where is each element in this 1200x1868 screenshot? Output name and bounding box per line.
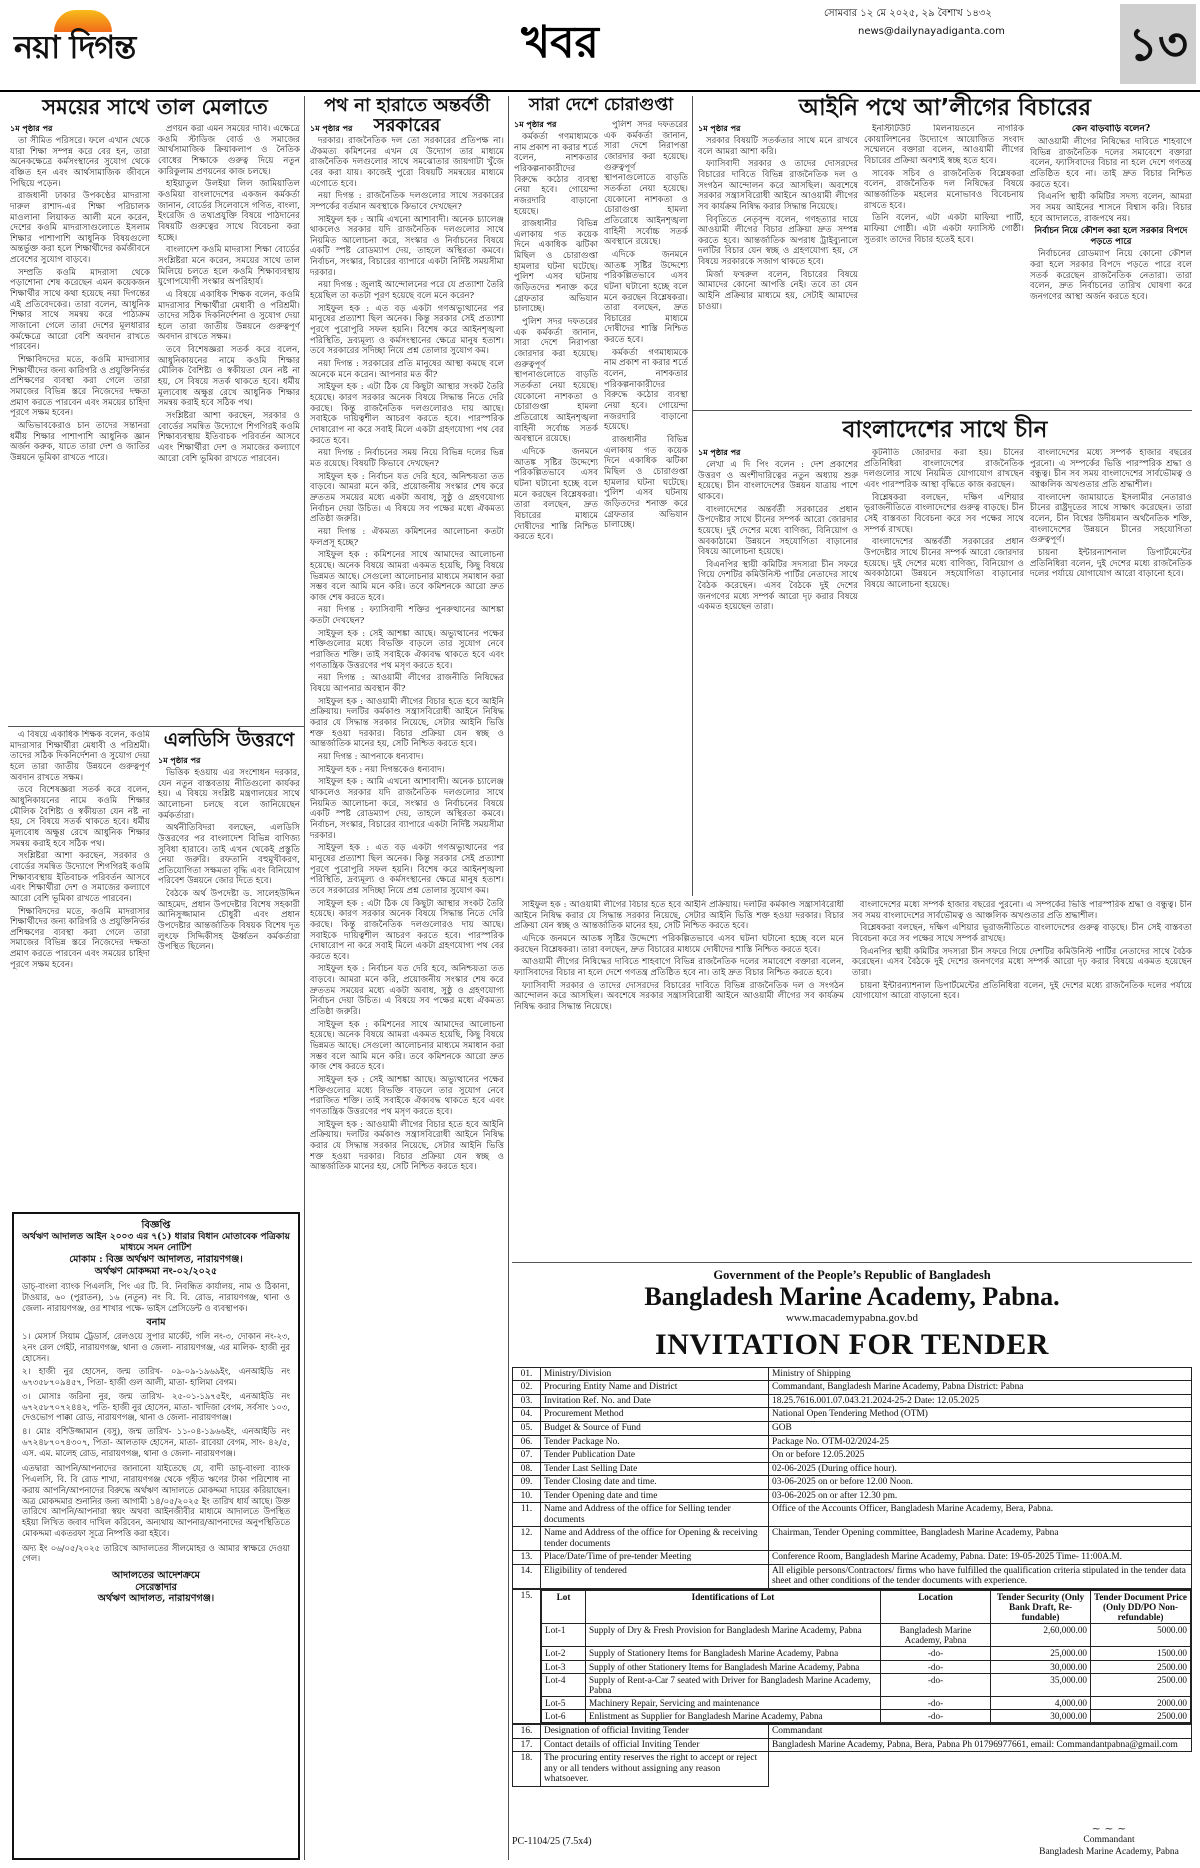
paragraph: নয়া দিগন্ত : রাজনৈতিক দলগুলোর সাথে সরকারের সম্পর্কের বর্তমান অবস্থাকে কিভাবে দেখছেন?	[310, 191, 504, 212]
column-divider	[692, 96, 693, 896]
tender-academy: Bangladesh Marine Academy, Pabna.	[644, 1282, 1060, 1312]
lot-id: Lot-2	[542, 1647, 586, 1660]
lot-security: 4,000.00	[991, 1696, 1091, 1709]
paragraph: সাইফুল হক : আওয়ামী লীগের বিচার হতে হবে আইনি প্রক্রিয়ায়। দলটির কর্মকাণ্ড সন্ত্রাসবিরোধী আইনে নিষিদ্ধ করার যে সিদ্ধান্ত সরকার নিয়েছে, সেটার আইনি ভিত্তি শক্ত হওয়া দরকার। বিচার প্রক্রিয়া যেন স্বচ্ছ ও আন্তর্জাতিক মানের হয়, সেটি নিশ্চিত করতে হবে।	[310, 1119, 504, 1173]
paragraph: এদিকে জনমনে আতঙ্ক সৃষ্টির উদ্দেশ্যে পরিকল্পিতভাবে এসব ঘটনা ঘটানো হচ্ছে বলে মনে করছেন বিশ্লেষকরা। তারা বলছেন, দ্রুত বিচারের মাধ্যমে দোষীদের শাস্তি নিশ্চিত করতে হবে।	[514, 933, 844, 955]
tender-row	[513, 1408, 1192, 1422]
paragraph: বিএনপির স্থায়ী কমিটির সদস্যরা চীন সফরে গিয়ে দেশটির কমিউনিস্ট পার্টির নেতাদের সাথে বৈঠক করেছেন। এসব বৈঠকে দুই দেশের জনগণের মধ্যে সম্পর্ক আরো দৃঢ় করার বিষয়ে একমত হয়েছেন তারা।	[698, 559, 858, 613]
tender-row	[513, 1551, 1192, 1565]
lot-row	[542, 1696, 1191, 1709]
row-key: Designation of official Inviting Tender	[541, 1725, 769, 1739]
paragraph: সাইফুল হক : কমিশনের সাথে আমাদের আলোচনা হয়েছে। অনেক বিষয়ে আমরা একমত হয়েছি, কিছু বিষয়ে ভিন্নমত আছে। সেগুলো আলোচনার মাধ্যমে সমাধান করা সম্ভব বলে আমি মনে করি। তবে কমিশনকে আরো দ্রুত কাজ শেষ করতে হবে।	[310, 1019, 504, 1073]
row-value: Commandant	[769, 1725, 1192, 1739]
article-body	[698, 448, 858, 894]
signature-scribble: ~ ~ ~	[1091, 1822, 1127, 1835]
row-key: Tender Last Selling Date	[541, 1462, 769, 1476]
row-key: Tender Publication Date	[541, 1449, 769, 1463]
lot-identification: Supply of Stationery Items for Bangladesh Marine Academy, Pabna	[586, 1647, 881, 1660]
article-body	[158, 756, 300, 1206]
notice-vs: বনাম	[146, 1316, 166, 1328]
lot-security: 30,000.00	[991, 1660, 1091, 1673]
paragraph: কর্মকর্তা গণমাধ্যমকে নাম প্রকাশ না করার শর্তে বলেন, নাশকতার পরিকল্পনাকারীদের বিরুদ্ধে কঠোর ব্যবস্থা নেয়া হবে। গোয়েন্দা নজরদারি বাড়ানো হয়েছে।	[604, 347, 688, 433]
signature-title: Commandant	[1083, 1835, 1135, 1846]
paragraph: সাইফুল হক : এত বড় একটা গণঅভ্যুত্থানের পর মানুষের প্রত্যাশা ছিল অনেক। কিন্তু সরকার সেই প্রত্যাশা পূরণে পুরোপুরি সফল হয়নি। বিশেষ করে আইনশৃঙ্খলা পরিস্থিতি, দ্রব্যমূল্য ও কর্মসংস্থানের ক্ষেত্রে মানুষ হতাশ। তবে সরকারের সদিচ্ছা নিয়ে প্রশ্ন তোলার সুযোগ কম।	[310, 843, 504, 896]
paragraph: সাইফুল হক : নির্বাচন যত দেরি হবে, অনিশ্চয়তা তত বাড়বে। আমরা মনে করি, প্রয়োজনীয় সংস্কার শেষ করে দ্রুততম সময়ের মধ্যে একটা অবাধ, সুষ্ঠু ও গ্রহণযোগ্য নির্বাচন দেয়া উচিত। এ বিষয়ে সব পক্ষের মধ্যে ঐকমত্য প্রতিষ্ঠা জরুরি।	[310, 964, 504, 1018]
paragraph: নয়া দিগন্ত : আওয়ামী লীগের রাজনীতি নিষিদ্ধের বিষয়ে আপনার অবস্থান কী?	[310, 673, 504, 695]
row-value: 03-06-2025 on or after 12.30 pm.	[769, 1489, 1192, 1503]
paragraph: আওয়ামী লীগের নিষিদ্ধের দাবিতে শাহবাগে বিভিন্ন রাজনৈতিক দলের সমাবেশে বক্তারা বলেন, ফ্যাসিবাদের বিচার না হলে দেশে গণতন্ত্র প্রতিষ্ঠিত হবে না। তাই দ্রুত বিচার নিশ্চিত করতে হবে।	[1030, 137, 1192, 190]
article-body	[852, 900, 1192, 1256]
row-number: 18.	[513, 1752, 541, 1787]
paragraph: পুলিশ সদর দফতরের এক কর্মকর্তা জানান, সারা দেশে নিরাপত্তা জোরদার করা হয়েছে। গুরুত্বপূর্ণ স্থাপনাগুলোতে বাড়তি সতর্কতা নেয়া হয়েছে। যেকোনো নাশকতা ও চোরাগুপ্তা হামলা প্রতিরোধে আইনশৃঙ্খলা বাহিনী সর্বোচ্চ সতর্ক অবস্থানে রয়েছে।	[514, 317, 598, 445]
subheading: কেন বাড়বাড়ি বলেন?	[1071, 124, 1151, 134]
article-body	[514, 900, 844, 1256]
row-value: GOB	[769, 1421, 1192, 1435]
row-number: 04.	[513, 1408, 541, 1422]
tender-government: Government of the People’s Republic of Bangladesh	[713, 1268, 991, 1282]
paragraph: কূটনীতি জোরদার করা হয়। চীনের প্রতিনিধিরা বাংলাদেশের রাজনৈতিক দলগুলোর সাথে নিয়মিত যোগাযোগ রাখছেন এবং পারস্পরিক আস্থা বৃদ্ধিতে কাজ করছেন।	[864, 448, 1024, 490]
paragraph: সংশ্লিষ্টরা আশা করছেন, সরকার ও বোর্ডের সমন্বিত উদ্যোগে শিগগিরই কওমি শিক্ষাব্যবস্থায় ইতিবাচক পরিবর্তন আসবে এবং শিক্ষার্থীরা দেশ ও সমাজের কল্যাণে আরো বেশি ভূমিকা রাখতে পারবেন।	[10, 851, 150, 904]
paragraph: চায়না ইন্টারন্যাশনাল ডিপার্টমেন্টের প্রতিনিধিরা বলেন, দুই দেশের মধ্যে রাজনৈতিক দলের পর্যায়ে যোগাযোগ আরো বাড়ানো হবে।	[1030, 547, 1192, 580]
notice-date: অদ্য ইং ০৬/০৫/২০২৫ তারিখে আদালতের সীলমোহর ও আমার স্বাক্ষরে দেওয়া গেল।	[22, 1542, 290, 1564]
paragraph: তা সীমিত পরিসরে। ফলে এখান থেকে যারা শিক্ষা সম্পন্ন করে বের হন, তারা অনেকক্ষেত্রে কর্মসংস্থানের সুযোগ থেকে বঞ্চিত হন এবং আর্থসামাজিক জীবনে পিছিয়ে পড়েন।	[10, 135, 150, 189]
tender-info-table-2	[512, 1724, 1192, 1787]
paragraph: বাংলাদেশ কওমি মাদরাসা শিক্ষা বোর্ডের সংশ্লিষ্টরা মনে করেন, সময়ের সাথে তাল মিলিয়ে চলতে হলে কওমি শিক্ষাব্যবস্থায় যুগোপযোগী সংস্কার অপরিহার্য।	[158, 245, 300, 288]
row-value: Conference Room, Bangladesh Marine Academy, Pabna. Date: 19-05-2025 Time- 11:00A.M.	[769, 1551, 1192, 1565]
lot-row	[542, 1624, 1191, 1647]
row-value: On or before 12.05.2025	[769, 1449, 1192, 1463]
tender-row	[513, 1381, 1192, 1395]
paragraph: বৈঠকে অর্থ উপদেষ্টা ড. সালেহউদ্দিন আহমেদ, প্রধান উপদেষ্টার বিশেষ সহকারী আনিসুজ্জামান চৌধুরী এবং প্রধান উপদেষ্টার আন্তর্জাতিক বিষয়ক বিশেষ দূত লুৎফে সিদ্দিকীসহ ঊর্ধ্বতন কর্মকর্তারা উপস্থিত ছিলেন।	[158, 889, 300, 953]
lot-price: 2000.00	[1091, 1696, 1191, 1709]
tender-title: INVITATION FOR TENDER	[655, 1328, 1049, 1362]
continued-marker: ১ম পৃষ্ঠার পর	[698, 124, 741, 133]
paragraph: নয়া দিগন্ত : নির্বাচনের সময় নিয়ে বিভিন্ন দলের ভিন্ন মত রয়েছে। বিষয়টি কিভাবে দেখছেন?	[310, 448, 504, 469]
row-number: 10.	[513, 1489, 541, 1503]
tender-row	[513, 1738, 1192, 1752]
paragraph: বাংলাদেশের অন্তর্বর্তী সরকারের প্রধান উপদেষ্টার সাথে চীনের সম্পর্ক আরো জোরদার হয়েছে। দুই দেশের মধ্যে বাণিজ্য, বিনিয়োগ ও অবকাঠামো উন্নয়নে সহযোগিতা বাড়ানোর বিষয়ে আলোচনা হয়েছে।	[698, 504, 858, 558]
article-al-trial	[698, 96, 1192, 121]
subheading: নির্বাচন নিয়ে কৌশল করা হলে সরকার বিপদে পড়তে পারে	[1034, 226, 1188, 247]
paragraph: রাজধানীর বিভিন্ন এলাকায় গত কয়েক দিনে একাধিক ঝটিকা মিছিল ও চোরাগুপ্তা হামলার ঘটনা ঘটেছে। পুলিশ এসব ঘটনায় জড়িতদের শনাক্ত করে গ্রেফতার অভিযান চালাচ্ছে।	[514, 219, 598, 315]
paragraph: সাইফুল হক : সেই আশঙ্কা আছে। অভ্যুত্থানের পক্ষের শক্তিগুলোর মধ্যে বিভক্তি বাড়লে তার সুযোগ নেবে পরাজিত শক্তি। তাই সবাইকে ঐক্যবদ্ধ থাকতে হবে এবং গণতান্ত্রিক উত্তরণের পথ মসৃণ করতে হবে।	[310, 1075, 504, 1117]
paragraph: এ বিষয়ে একাধিক শিক্ষক বলেন, কওমি মাদরাসার শিক্ষার্থীরা মেধাবী ও পরিশ্রমী। তাদের সঠিক দিকনির্দেশনা ও সুযোগ দেয়া হলে তারা জাতীয় উন্নয়নে গুরুত্বপূর্ণ অবদান রাখতে সক্ষম।	[158, 289, 300, 343]
paragraph: পুলিশ সদর দফতরের এক কর্মকর্তা জানান, সারা দেশে নিরাপত্তা জোরদার করা হয়েছে। গুরুত্বপূর্ণ স্থাপনাগুলোতে বাড়তি সতর্কতা নেয়া হয়েছে। যেকোনো নাশকতা ও চোরাগুপ্তা হামলা প্রতিরোধে আইনশৃঙ্খলা বাহিনী সর্বোচ্চ সতর্ক অবস্থানে রয়েছে।	[604, 120, 688, 248]
notice-signer: আদালতের আদেশক্রমে	[112, 1570, 200, 1582]
lot-identification: Supply of Dry & Fresh Provision for Bangladesh Marine Academy, Pabna	[586, 1624, 881, 1647]
article-body	[10, 730, 150, 1206]
lot-identification: Supply of Rent-a-Car 7 seated with Driver for Bangladesh Marine Academy, Pabna	[586, 1673, 881, 1696]
paragraph: বিশ্লেষকরা বলছেন, দক্ষিণ এশিয়ার ভূরাজনীতিতে বাংলাদেশের গুরুত্ব বাড়ছে। চীন সেই বাস্তবতা বিবেচনা করে সব পক্ষের সাথে সম্পর্ক রাখছে।	[852, 923, 1192, 944]
paragraph: অভিভাবকেরাও চান তাদের সন্তানরা ধর্মীয় শিক্ষার পাশাপাশি আধুনিক জ্ঞান অর্জন করুক, যাতে তারা দেশ ও জাতির উন্নয়নে ভূমিকা রাখতে পারে।	[10, 420, 150, 463]
paragraph: ফ্যাসিবাদী সরকার ও তাদের দোসরদের বিচারের দাবিতে বিভিন্ন রাজনৈতিক দল ও সংগঠন আন্দোলন করে আসছিল। অবশেষে সরকার সন্ত্রাসবিরোধী আইনে আওয়ামী লীগের সব কার্যক্রম নিষিদ্ধ করার সিদ্ধান্ত নিয়েছে।	[514, 980, 844, 1012]
notice-defendant: ২। হাজী নুর হোসেন, জন্ম তারিখ- ০৯-০৯-১৯৬৯ইং, এনআইডি নং ৬৭৩৫৮৭০৯৪৫৭, পিতা- হাজী গুল আলী, মাতা- হালিমা বেগম।	[22, 1366, 290, 1388]
article-body	[158, 124, 300, 724]
paragraph: বিএনপির স্থায়ী কমিটির সদস্যরা চীন সফরে গিয়ে দেশটির কমিউনিস্ট পার্টির নেতাদের সাথে বৈঠক করেছেন। এসব বৈঠকে দুই দেশের জনগণের মধ্যে সম্পর্ক আরো দৃঢ় করার বিষয়ে একমত হয়েছেন তারা।	[852, 946, 1192, 978]
paragraph: রাজধানী ঢাকার উপকণ্ঠের মাদরাসা দারুল রাশাদ-এর শিক্ষা পরিচালক মাওলানা লিয়াকত আলী মনে করেন, দেশের কওমি মাদরাসাগুলোতে ইসলাম শিক্ষার পাশাপাশি আধুনিক বিষয়গুলো অন্তর্ভুক্ত করা হলে শিক্ষার্থীদের কর্মজীবনে প্রবেশের সুযোগ বাড়বে।	[10, 191, 150, 266]
paragraph: নয়া দিগন্ত : ঐকমত্য কমিশনের আলোচনা কতটা ফলপ্রসূ হচ্ছে?	[310, 526, 504, 548]
lots-header-location: Location	[881, 1590, 991, 1623]
continued-marker: ১ম পৃষ্ঠার পর	[10, 124, 53, 133]
notice-heading: অর্থঋণ আদালত আইন ২০০৩ এর ৭(১) ধারার বিধান মোতাবেক পত্রিকায় মাধ্যমে সমন নোটিশ	[22, 1232, 290, 1254]
headline[interactable]: সারা দেশে চোরাগুপ্তা	[528, 95, 674, 115]
article-body	[514, 120, 598, 890]
paragraph: ফ্যাসিবাদী সরকার ও তাদের দোসরদের বিচারের দাবিতে বিভিন্ন রাজনৈতিক দল ও সংগঠন আন্দোলন করে আসছিল। অবশেষে সরকার সন্ত্রাসবিরোধী আইনে আওয়ামী লীগের সব কার্যক্রম নিষিদ্ধ করার সিদ্ধান্ত নিয়েছে।	[698, 159, 858, 212]
signature-org: Bangladesh Marine Academy, Pabna	[1039, 1846, 1179, 1857]
row-value: 02-06-2025 (During office hour).	[769, 1462, 1192, 1476]
notice-signer: সেরেস্তাদার	[135, 1581, 177, 1593]
row-value: 18.25.7616.001.07.043.21.2024-25-2 Date: 12.05.2025	[769, 1394, 1192, 1408]
row-key: Invitation Ref. No. and Date	[541, 1394, 769, 1408]
row-value: National Open Tendering Method (OTM)	[769, 1408, 1192, 1422]
paragraph: শিক্ষাবিদদের মতে, কওমি মাদরাসার শিক্ষার্থীদের জন্য কারিগরি ও প্রযুক্তিনির্ভর প্রশিক্ষণের ব্যবস্থা করা গেলে তারা সমাজের বিভিন্ন স্তরে নিজেদের দক্ষতা প্রমাণ করতে পারবেন এবং সময়ের চাহিদা পূরণে সক্ষম হবেন।	[10, 355, 150, 419]
row-value: Bangladesh Marine Academy, Pabna, Bera, Pabna Ph 01796977661, email: Commandantpabna@gmail.com	[769, 1738, 1192, 1752]
row-value: Chairman, Tender Opening committee, Bangladesh Marine Academy, Pabna	[769, 1527, 1192, 1551]
lot-id: Lot-4	[542, 1673, 586, 1696]
paragraph: রাজধানীর বিভিন্ন এলাকায় গত কয়েক দিনে একাধিক ঝটিকা মিছিল ও চোরাগুপ্তা হামলার ঘটনা ঘটেছে। পুলিশ এসব ঘটনায় জড়িতদের শনাক্ত করে গ্রেফতার অভিযান চালাচ্ছে।	[604, 435, 688, 531]
paragraph: সাইফুল হক : এটা ঠিক যে কিছুটা আস্থার সংকট তৈরি হয়েছে। কারণ সরকার অনেক বিষয়ে সিদ্ধান্ত নিতে দেরি করছে। কিন্তু রাজনৈতিক দলগুলোরও দায় আছে। সবাইকে দায়িত্বশীল আচরণ করতে হবে। পারস্পরিক দোষারোপ না করে সবাই মিলে একটা গ্রহণযোগ্য পথ বের করতে হবে।	[310, 898, 504, 962]
masthead	[0, 0, 1200, 92]
paragraph: নয়া দিগন্ত : জুলাই আন্দোলনের পরে যে প্রত্যাশা তৈরি হয়েছিল তা কতটা পূরণ হয়েছে বলে মনে করেন?	[310, 280, 504, 302]
paragraph: হাইয়াতুল উলইয়া লিল জামিয়াতিল কওমিয়া বাংলাদেশের একজন কর্মকর্তা জানান, বোর্ডের সিলেবাসে গণিত, বাংলা, ইংরেজি ও তথ্যপ্রযুক্তি বিষয়ে পাঠদানের বিষয়টি গুরুত্বের সাথে বিবেচনা করা হচ্ছে।	[158, 179, 300, 243]
tender-signature	[1024, 1822, 1194, 1859]
headline[interactable]: বাংলাদেশের সাথে চীন	[842, 417, 1048, 443]
section-title: খবর	[521, 17, 599, 68]
lot-location: -do-	[881, 1673, 991, 1696]
lot-identification: Machinery Repair, Servicing and maintenance	[586, 1696, 881, 1709]
paragraph: তিনি বলেন, এটা একটা মাফিয়া পার্টি, মাফিয়া গোষ্ঠী। এটা একটা ফ্যাসিস্ট গোষ্ঠী। সুতরাং তাদের বিচার হতেই হবে।	[864, 213, 1024, 245]
notice-court: মোকাম : বিজ্ঞ অর্থঋণ আদালত, নারায়ণগঞ্জ।	[69, 1254, 243, 1266]
lot-location: -do-	[881, 1709, 991, 1722]
tender-lots-table	[541, 1590, 1191, 1723]
lot-id: Lot-3	[542, 1660, 586, 1673]
row-key: Procuring Entity Name and District	[541, 1381, 769, 1395]
lot-security: 30,000.00	[991, 1709, 1091, 1722]
row-key: Budget & Source of Fund	[541, 1421, 769, 1435]
row-number: 16.	[513, 1725, 541, 1739]
tender-row	[513, 1503, 1192, 1527]
lot-row	[542, 1647, 1191, 1660]
dateline: সোমবার ১২ মে ২০২৫, ২৯ বৈশাখ ১৪৩২	[824, 8, 992, 19]
paragraph: সাইফুল হক : নয়া দিগন্তকেও ধন্যবাদ।	[318, 764, 445, 775]
row-divider	[512, 1262, 1192, 1263]
lot-location: Bangladesh Marine Academy, Pabna	[881, 1624, 991, 1647]
paragraph: শিক্ষাবিদদের মতে, কওমি মাদরাসার শিক্ষার্থীদের জন্য কারিগরি ও প্রযুক্তিনির্ভর প্রশিক্ষণের ব্যবস্থা করা গেলে তারা সমাজের বিভিন্ন স্তরে নিজেদের দক্ষতা প্রমাণ করতে পারবেন এবং সময়ের চাহিদা পূরণে সক্ষম হবেন।	[10, 906, 150, 970]
article-ldc	[158, 730, 300, 751]
paragraph: সম্প্রতি কওমি মাদরাসা থেকে পড়াশোনা শেষ করেছেন এমন কয়েকজন শিক্ষার্থীর সাথে কথা হয়েছে নয়া দিগন্তের এই প্রতিবেদকের। তারা বলেন, আধুনিক শিক্ষার সাথে সমন্বয় করে পাঠ্যক্রম সাজানো গেলে তারা দেশের মূলধারার কর্মক্ষেত্রে আরো বেশি অবদান রাখতে পারবেন।	[10, 267, 150, 353]
lots-header-ident: Identifications of Lot	[586, 1590, 881, 1623]
lot-price: 2500.00	[1091, 1709, 1191, 1722]
logo-text: নয়া দিগন্ত	[14, 28, 136, 66]
paragraph: সাইফুল হক : আমি এখনো আশাবাদী। অনেক চ্যালেঞ্জ থাকলেও সরকার যদি রাজনৈতিক দলগুলোর সাথে নিয়মিত আলোচনা করে, সংস্কার ও নির্বাচনের বিষয়ে একটি স্পষ্ট রোডম্যাপ দেয়, তাহলে অস্থিরতা কমবে। নির্বাচন, সংস্কার, বিচারের ব্যাপারে একটা নির্দিষ্ট সময়সীমা দরকার।	[310, 777, 504, 841]
lot-price: 5000.00	[1091, 1624, 1191, 1647]
notice-defendant: ৪। মোঃ বশিউজ্জামান (বসু), জন্ম তারিখ- ১১-০৪-১৯৬৬ইং, এনআইডি নং ৬৭২৪৮৭০৭৪৩০৭, পিতা- আলতাফ হোসেন, মাতা- রাবেয়া বেগম, সাং- ৪২/৫, এস. এম. মালেহ রোড, নারায়ণগঞ্জ, থানা ও জেলা- নারায়ণগঞ্জ।	[22, 1426, 290, 1458]
notice-label: বিজ্ঞপ্তি	[141, 1220, 171, 1231]
lots-header-lot: Lot	[542, 1590, 586, 1623]
row-number: 15.	[513, 1589, 541, 1723]
lot-row	[542, 1660, 1191, 1673]
paragraph: সাইফুল হক : এত বড় একটা গণঅভ্যুত্থানের পর মানুষের প্রত্যাশা ছিল অনেক। কিন্তু সরকার সেই প্রত্যাশা পূরণে পুরোপুরি সফল হয়নি। বিশেষ করে আইনশৃঙ্খলা পরিস্থিতি, দ্রব্যমূল্য ও কর্মসংস্থানের ক্ষেত্রে মানুষ হতাশ। তবে সরকারের সদিচ্ছা নিয়ে প্রশ্ন তোলার সুযোগ কম।	[310, 303, 504, 357]
paragraph: বিশ্লেষকরা বলছেন, দক্ষিণ এশিয়ার ভূরাজনীতিতে বাংলাদেশের গুরুত্ব বাড়ছে। চীন সেই বাস্তবতা বিবেচনা করে সব পক্ষের সাথে সম্পর্ক রাখছে।	[864, 492, 1024, 535]
lot-location: -do-	[881, 1647, 991, 1660]
article-china	[698, 418, 1192, 443]
tender-row	[513, 1367, 1192, 1381]
headline[interactable]: এলডিসি উত্তরণে	[163, 729, 295, 751]
notice-signer: অর্থঋণ আদালত, নারায়ণগঞ্জ।	[97, 1593, 215, 1605]
lot-row	[542, 1673, 1191, 1696]
continued-marker: ১ম পৃষ্ঠার পর	[514, 120, 557, 129]
page-number: ১৩	[1120, 4, 1196, 84]
lot-security: 2,60,000.00	[991, 1624, 1091, 1647]
paragraph: তবে বিশেষজ্ঞরা সতর্ক করে বলেন, আধুনিকায়নের নামে কওমি শিক্ষার মৌলিক বৈশিষ্ট্য ও স্বকীয়তা যেন নষ্ট না হয়, সে বিষয়ে সতর্ক থাকতে হবে। ধর্মীয় মূল্যবোধ অক্ষুণ্ণ রেখে আধুনিক শিক্ষার সমন্বয় করাই হবে সঠিক পথ।	[158, 345, 300, 409]
paragraph: নির্বাচনের রোডম্যাপ নিয়ে কোনো কৌশল করা হলে সরকার বিপদে পড়তে পারে বলে সতর্ক করেছেন রাজনৈতিক নেতারা। তারা বলেন, দ্রুত নির্বাচনের তারিখ ঘোষণা করে জনগণের আস্থা অর্জন করতে হবে।	[1030, 249, 1192, 303]
paragraph: সাইফুল হক : সেই আশঙ্কা আছে। অভ্যুত্থানের পক্ষের শক্তিগুলোর মধ্যে বিভক্তি বাড়লে তার সুযোগ নেবে পরাজিত শক্তি। তাই সবাইকে ঐক্যবদ্ধ থাকতে হবে এবং গণতান্ত্রিক উত্তরণের পথ মসৃণ করতে হবে।	[310, 628, 504, 671]
lots-header-price: Tender Document Price (Only DD/PO Non-refundable)	[1091, 1590, 1191, 1623]
paragraph: তবে বিশেষজ্ঞরা সতর্ক করে বলেন, আধুনিকায়নের নামে কওমি শিক্ষার মৌলিক বৈশিষ্ট্য ও স্বকীয়তা যেন নষ্ট না হয়, সে বিষয়ে সতর্ক থাকতে হবে। ধর্মীয় মূল্যবোধ অক্ষুণ্ণ রেখে আধুনিক শিক্ষার সমন্বয় করাই হবে সঠিক পথ।	[10, 785, 150, 849]
row-value: Package No. OTM-02/2024-25	[769, 1435, 1192, 1449]
row-key: Place/Date/Time of pre-tender Meeting	[541, 1551, 769, 1565]
row-key: Contact details of official Inviting Tender	[541, 1738, 769, 1752]
row-number: 14.	[513, 1564, 541, 1588]
lot-identification: Supply of other Stationery Items for Bangladesh Marine Academy, Pabna	[586, 1660, 881, 1673]
column-divider	[508, 96, 509, 1860]
paragraph: কর্মকর্তা গণমাধ্যমকে নাম প্রকাশ না করার শর্তে বলেন, নাশকতার পরিকল্পনাকারীদের বিরুদ্ধে কঠোর ব্যবস্থা নেয়া হবে। গোয়েন্দা নজরদারি বাড়ানো হয়েছে।	[514, 131, 598, 217]
lot-price: 2500.00	[1091, 1673, 1191, 1696]
row-number: 17.	[513, 1738, 541, 1752]
row-key: Name and Address of the office for Opening & receiving tender documents	[541, 1527, 769, 1551]
headline[interactable]: সময়ের সাথে তাল মেলাতে	[42, 95, 268, 119]
notice-plaintiff: ডাচ্-বাংলা ব্যাংক পিএলসি, পিং এর টি. বি. নিবন্ধিত কার্যালয়, নাম ও ঠিকানা, টাওয়ার, ৬০ (পুরাতন), ১৬ (নতুন) নং বি. বি. রোড, নারায়ণগঞ্জ, থানা ও জেলা- নারায়ণগঞ্জ, ওর শাখার পক্ষে- ভাইস প্রেসিডেন্ট ও ব্যবস্থাপক।	[22, 1281, 290, 1313]
paragraph: নয়া দিগন্ত : সরকারের প্রতি মানুষের আস্থা কমছে বলে অনেকে মনে করেন। আপনার মত কী?	[310, 359, 504, 380]
lot-security: 35,000.00	[991, 1673, 1091, 1696]
paragraph: সাইফুল হক : আওয়ামী লীগের বিচার হতে হবে আইনি প্রক্রিয়ায়। দলটির কর্মকাণ্ড সন্ত্রাসবিরোধী আইনে নিষিদ্ধ করার যে সিদ্ধান্ত সরকার নিয়েছে, সেটার আইনি ভিত্তি শক্ত হওয়া দরকার। বিচার প্রক্রিয়া যেন স্বচ্ছ ও আন্তর্জাতিক মানের হয়, সেটি নিশ্চিত করতে হবে।	[514, 900, 844, 932]
row-value: Office of the Accounts Officer, Bangladesh Marine Academy, Bera, Pabna.	[769, 1503, 1192, 1527]
paragraph: এদিকে জনমনে আতঙ্ক সৃষ্টির উদ্দেশ্যে পরিকল্পিতভাবে এসব ঘটনা ঘটানো হচ্ছে বলে মনে করছেন বিশ্লেষকরা। তারা বলছেন, দ্রুত বিচারের মাধ্যমে দোষীদের শাস্তি নিশ্চিত করতে হবে।	[604, 249, 688, 346]
row-number: 13.	[513, 1551, 541, 1565]
row-value: Commandant, Bangladesh Marine Academy, Pabna District: Pabna	[769, 1381, 1192, 1395]
article-body	[1030, 124, 1192, 406]
lot-location: -do-	[881, 1696, 991, 1709]
headline[interactable]: পথ না হারাতে অন্তর্বর্তী সরকারের	[324, 95, 490, 136]
paragraph: বিএনপি স্থায়ী কমিটির সদস্য বলেন, আমরা সব সময় আইনের শাসনে বিশ্বাস করি। বিচার হবে আদালতে, রাজপথে নয়।	[1030, 192, 1192, 224]
lot-location: -do-	[881, 1660, 991, 1673]
paragraph: বাংলাদেশ জামায়াতে ইসলামীর নেতারাও চীনের রাষ্ট্রদূতের সাথে সাক্ষাৎ করেছেন। তারা বলেন, চীন বিশ্বের উদীয়মান অর্থনৈতিক শক্তি, বাংলাদেশের উন্নয়নে চীনের সহযোগিতা গুরুত্বপূর্ণ।	[1030, 492, 1192, 546]
article-body	[864, 124, 1024, 406]
tender-row	[513, 1462, 1192, 1476]
article-madrasa	[10, 96, 300, 119]
row-number: 06.	[513, 1435, 541, 1449]
lot-price: 2500.00	[1091, 1660, 1191, 1673]
court-notice	[12, 1212, 300, 1860]
notice-text: এতদ্বারা আপনি/আপনাদের জানানো যাইতেছে যে, বাদী ডাচ্-বাংলা ব্যাংক পিএলসি, বি. বি রোড শাখা, নারায়ণগঞ্জ থেকে গৃহীত ঋণের টাকা পরিশোধ না করায় আপনি/আপনাদের বিরুদ্ধে অর্থঋণ আদালতে মোকদ্দমা দায়ের করিয়াছেন। অত্র মোকদ্দমার শুনানির জন্য আগামী ১৪/০৫/২০২৫ ইং তারিখ ধার্য আছে। উক্ত তারিখে আপনি/আপনারা স্বয়ং অথবা আইনজীবীর মাধ্যমে আদালতে উপস্থিত হইয়া লিখিত জবাব দাখিল করিবেন, অন্যথায় আপনার/আপনাদের অনুপস্থিতিতে মোকদ্দমা একতরফা সূত্রে নিষ্পত্তি করা হইবে।	[22, 1463, 290, 1538]
tender-lots-wrapper	[512, 1589, 1192, 1724]
tender-row	[513, 1564, 1192, 1588]
lot-price: 1500.00	[1091, 1647, 1191, 1660]
row-number: 01.	[513, 1367, 541, 1381]
notice-case: অর্থঋণ মোকদ্দমা নং-০২/২০২৫	[94, 1265, 218, 1277]
news-email[interactable]: news@dailynayadiganta.com	[858, 26, 1005, 37]
lot-id: Lot-6	[542, 1709, 586, 1722]
row-number: 12.	[513, 1527, 541, 1551]
notice-defendant: ৩। মোসাঃ জরিনা নুর, জন্ম তারিখ- ২৫-০১-১৯৭৫ইং, এনআইডি নং ৬৭২৫৮৭০৭২৪৪২, পতি- হাজী নুর হোসেন, মাতা- খাদিজা বেগম, সর্বসাং ১০৩, দেওভোগ পাক্কা রোড, নারায়ণগঞ্জ, থানা ও জেলা- নারায়ণগঞ্জ।	[22, 1390, 290, 1423]
paragraph: বাংলাদেশের মধ্যে সম্পর্ক হাজার বছরের পুরনো। এ সম্পর্কের ভিত্তি পারস্পরিক শ্রদ্ধা ও বন্ধুত্ব। চীন সব সময় বাংলাদেশের সার্বভৌমত্ব ও আঞ্চলিক অখণ্ডতার প্রতি শ্রদ্ধাশীল।	[852, 900, 1192, 921]
article-body	[10, 124, 150, 724]
paragraph: সাবেক সচিব ও রাজনৈতিক বিশ্লেষকরা বলেন, রাজনৈতিক দল নিষিদ্ধের বিষয়ে আন্তর্জাতিক মহলের মনোভাবও বিবেচনায় রাখতে হবে।	[864, 168, 1024, 211]
row-key: Procurement Method	[541, 1408, 769, 1422]
tender-row	[513, 1527, 1192, 1551]
row-key: Tender Closing date and time.	[541, 1476, 769, 1490]
tender-info-table	[512, 1367, 1192, 1589]
paragraph: ইনস্টিটিউট মিলনায়তনে নাগরিক কোয়ালিশনের উদ্যোগে আয়োজিত সংবাদ সম্মেলনে বক্তারা বলেন, আওয়ামী লীগের বিচারের প্রক্রিয়া অবশ্যই স্বচ্ছ হতে হবে।	[864, 124, 1024, 166]
lot-security: 25,000.00	[991, 1647, 1091, 1660]
tender-disclaimer: The procuring entity reserves the right to accept or reject any or all tenders without assigning any reason whatsoever.	[541, 1752, 769, 1787]
row-number: 05.	[513, 1421, 541, 1435]
paragraph: বাংলাদেশের অন্তর্বর্তী সরকারের প্রধান উপদেষ্টার সাথে চীনের সম্পর্ক আরো জোরদার হয়েছে। দুই দেশের মধ্যে বাণিজ্য, বিনিয়োগ ও অবকাঠামো উন্নয়নে সহযোগিতা বাড়ানোর বিষয়ে আলোচনা হয়েছে।	[864, 537, 1024, 590]
lot-id: Lot-5	[542, 1696, 586, 1709]
paragraph: আওয়ামী লীগের নিষিদ্ধের দাবিতে শাহবাগে বিভিন্ন রাজনৈতিক দলের সমাবেশে বক্তারা বলেন, ফ্যাসিবাদের বিচার না হলে দেশে গণতন্ত্র প্রতিষ্ঠিত হবে না। তাই দ্রুত বিচার নিশ্চিত করতে হবে।	[514, 957, 844, 978]
paragraph: অর্থনীতিবিদরা বলছেন, এলডিসি উত্তরণের পর বাংলাদেশ বিভিন্ন বাণিজ্য সুবিধা হারাবে। তাই এখন থেকেই প্রস্তুতি নেয়া জরুরি। রফতানি বহুমুখীকরণ, প্রতিযোগিতা সক্ষমতা বৃদ্ধি এবং বিনিয়োগ পরিবেশ উন্নয়নে জোর দিতে হবে।	[158, 823, 300, 887]
notice-defendant: ১। মেসার্স সিয়াম ট্রেডার্স, রেলওয়ে সুপার মার্কেট, গলি নং-৩, দোকান নং-২৩, ২নং রেল গেইট, নারায়ণগঞ্জ, থানা ও জেলা- নারায়ণগঞ্জ, এর মালিক- হাজী নুর হোসেন।	[22, 1331, 290, 1363]
tender-row	[513, 1435, 1192, 1449]
row-number: 07.	[513, 1449, 541, 1463]
tender-row	[513, 1421, 1192, 1435]
paragraph: এ বিষয়ে একাধিক শিক্ষক বলেন, কওমি মাদরাসার শিক্ষার্থীরা মেধাবী ও পরিশ্রমী। তাদের সঠিক দিকনির্দেশনা ও সুযোগ দেয়া হলে তারা জাতীয় উন্নয়নে গুরুত্বপূর্ণ অবদান রাখতে সক্ষম।	[10, 730, 150, 783]
tender-row	[513, 1449, 1192, 1463]
row-number: 09.	[513, 1476, 541, 1490]
tender-row	[513, 1394, 1192, 1408]
tender-row	[513, 1725, 1192, 1739]
lots-header-security: Tender Security (Only Bank Draft, Re-fundable)	[991, 1590, 1091, 1623]
article-body	[864, 448, 1024, 894]
row-key: Name and Address of the office for Selling tender documents	[541, 1503, 769, 1527]
paragraph: সাইফুল হক : কমিশনের সাথে আমাদের আলোচনা হয়েছে। অনেক বিষয়ে আমরা একমত হয়েছি, কিছু বিষয়ে ভিন্নমত আছে। সেগুলো আলোচনার মাধ্যমে সমাধান করা সম্ভব বলে আমি মনে করি। তবে কমিশনকে আরো দ্রুত কাজ শেষ করতে হবে।	[310, 550, 504, 603]
paragraph: লেখা এ দি পিং বলেন : দেশ প্রকাশের উত্তরণ ও অংশীদারিত্বের নতুন অধ্যায় শুরু হয়েছে। চীন বাংলাদেশের উন্নয়ন যাত্রায় পাশে থাকবে।	[698, 459, 858, 502]
lot-id: Lot-1	[542, 1624, 586, 1647]
paragraph: সরকার বিষয়টি সতর্কতার সাথে মনে রাখবে বলে আমরা আশা করি।	[698, 135, 858, 157]
continued-marker: ১ম পৃষ্ঠার পর	[698, 448, 741, 457]
row-key: Ministry/Division	[541, 1367, 769, 1381]
article-theft	[514, 96, 688, 115]
continued-marker: ১ম পৃষ্ঠার পর	[310, 124, 353, 133]
paragraph: মির্জা ফখরুল বলেন, বিচারের বিষয়ে আমাদের কোনো আপত্তি নেই। তবে তা যেন আইনি প্রক্রিয়ার মাধ্যমে হয়, সেটাই আমাদের চাওয়া।	[698, 269, 858, 312]
paragraph: নয়া দিগন্ত : ফ্যাসিবাদী শক্তির পুনরুত্থানের আশঙ্কা কতটা দেখছেন?	[310, 605, 504, 627]
paragraph: সাইফুল হক : এটা ঠিক যে কিছুটা আস্থার সংকট তৈরি হয়েছে। কারণ সরকার অনেক বিষয়ে সিদ্ধান্ত নিতে দেরি করছে। কিন্তু রাজনৈতিক দলগুলোরও দায় আছে। সবাইকে দায়িত্বশীল আচরণ করতে হবে। পারস্পরিক দোষারোপ না করে সবাই মিলে একটা গ্রহণযোগ্য পথ বের করতে হবে।	[310, 382, 504, 446]
tender-row	[513, 1489, 1192, 1503]
paragraph: দরকার। রাজনৈতিক দল তো সরকারের প্রতিপক্ষ না। ঐকমত্য কমিশনের এখন যে উদ্যোগ তার মাধ্যমে রাজনৈতিক দলগুলোর সাথে সমঝোতার জায়গাটা খুঁজে বের করা যায়। কাজেই পুরো বিষয়টি সমন্বয়ের মাধ্যমে এগোতে হবে।	[310, 135, 504, 189]
paragraph: সাইফুল হক : আমি এখনো আশাবাদী। অনেক চ্যালেঞ্জ থাকলেও সরকার যদি রাজনৈতিক দলগুলোর সাথে নিয়মিত আলোচনা করে, সংস্কার ও নির্বাচনের বিষয়ে একটি স্পষ্ট রোডম্যাপ দেয়, তাহলে অস্থিরতা কমবে। নির্বাচন, সংস্কার, বিচারের ব্যাপারে একটা নির্দিষ্ট সময়সীমা দরকার।	[310, 214, 504, 278]
row-number: 03.	[513, 1394, 541, 1408]
article-body	[604, 120, 688, 890]
tender-row	[513, 1476, 1192, 1490]
tender-advertisement	[512, 1268, 1192, 1860]
row-value: All eligible persons/Contractors/ firms who have fulfilled the qualification criteria stipulated in the tender data sheet and other conditions of the tender documents with experience.	[769, 1564, 1192, 1588]
paragraph: চায়না ইন্টারন্যাশনাল ডিপার্টমেন্টের প্রতিনিধিরা বলেন, দুই দেশের মধ্যে রাজনৈতিক দলের পর্যায়ে যোগাযোগ আরো বাড়ানো হবে।	[852, 980, 1192, 1002]
row-number: 08.	[513, 1462, 541, 1476]
tender-website[interactable]: www.macademypabna.gov.bd	[785, 1311, 919, 1324]
lot-row	[542, 1709, 1191, 1722]
article-body	[310, 124, 504, 1854]
row-number: 11.	[513, 1503, 541, 1527]
paragraph: এদিকে জনমনে আতঙ্ক সৃষ্টির উদ্দেশ্যে পরিকল্পিতভাবে এসব ঘটনা ঘটানো হচ্ছে বলে মনে করছেন বিশ্লেষকরা। তারা বলছেন, দ্রুত বিচারের মাধ্যমে দোষীদের শাস্তি নিশ্চিত করতে হবে।	[514, 446, 598, 543]
paragraph: প্রণয়ন করা এমন সময়ের দাবি। এক্ষেত্রে কওমি স্টাডিজ বোর্ড ও সমাজের আর্থসামাজিক ক্রিয়াকলাপ ও নৈতিক বোধের শিক্ষাকে গুরুত্ব দিয়ে নতুন কারিকুলাম প্রণয়নের কাজ চলছে।	[158, 124, 300, 177]
row-value: 03-06-2025 on or before 12.00 Noon.	[769, 1476, 1192, 1490]
newspaper-logo[interactable]	[14, 28, 204, 74]
pc-number: PC-1104/25 (7.5x4)	[512, 1836, 592, 1847]
headline[interactable]: আইনি পথে আ’লীগের বিচারের	[798, 95, 1092, 121]
lot-identification: Enlistment as Supplier for Bangladesh Marine Academy, Pabna	[586, 1709, 881, 1722]
column-divider	[304, 96, 305, 1860]
article-body	[1030, 448, 1192, 894]
row-divider	[8, 726, 304, 727]
article-body	[698, 124, 858, 406]
paragraph: ভিত্তিক হওয়ায় এর সংশোধন দরকার, যেন নতুন বাস্তবতায় নীতিগুলো কার্যকর হয়। এ বিষয়ে সংশ্লিষ্ট মন্ত্রণালয়ের সাথে আলোচনা চলছে বলে জানিয়েছেন কর্মকর্তারা।	[158, 767, 300, 821]
continued-marker: ১ম পৃষ্ঠার পর	[158, 756, 201, 765]
row-number: 02.	[513, 1381, 541, 1395]
paragraph: সাইফুল হক : নির্বাচন যত দেরি হবে, অনিশ্চয়তা তত বাড়বে। আমরা মনে করি, প্রয়োজনীয় সংস্কার শেষ করে দ্রুততম সময়ের মধ্যে একটা অবাধ, সুষ্ঠু ও গ্রহণযোগ্য নির্বাচন দেয়া উচিত। এ বিষয়ে সব পক্ষের মধ্যে ঐকমত্য প্রতিষ্ঠা জরুরি।	[310, 471, 504, 525]
paragraph: বিবৃতিতে নেতৃবৃন্দ বলেন, গণহত্যার দায়ে আওয়ামী লীগের বিচার প্রক্রিয়া দ্রুত সম্পন্ন করতে হবে। আন্তর্জাতিক অপরাধ ট্রাইব্যুনালে দলটির বিচার যেন স্বচ্ছ ও গ্রহণযোগ্য হয়, সে বিষয়ে সরকারকে সজাগ থাকতে হবে।	[698, 214, 858, 268]
paragraph: নয়া দিগন্ত : আপনাকে ধন্যবাদ।	[318, 752, 424, 762]
row-key: Tender Opening date and time	[541, 1489, 769, 1503]
row-key: Eligibility of tendered	[541, 1564, 769, 1588]
row-divider	[692, 410, 1192, 411]
paragraph: সংশ্লিষ্টরা আশা করছেন, সরকার ও বোর্ডের সমন্বিত উদ্যোগে শিগগিরই কওমি শিক্ষাব্যবস্থায় ইতিবাচক পরিবর্তন আসবে এবং শিক্ষার্থীরা দেশ ও সমাজের কল্যাণে আরো বেশি ভূমিকা রাখতে পারবেন।	[158, 411, 300, 464]
paragraph: সাইফুল হক : আওয়ামী লীগের বিচার হতে হবে আইনি প্রক্রিয়ায়। দলটির কর্মকাণ্ড সন্ত্রাসবিরোধী আইনে নিষিদ্ধ করার যে সিদ্ধান্ত সরকার নিয়েছে, সেটার আইনি ভিত্তি শক্ত হওয়া দরকার। বিচার প্রক্রিয়া যেন স্বচ্ছ ও আন্তর্জাতিক মানের হয়, সেটি নিশ্চিত করতে হবে।	[310, 696, 504, 750]
paragraph: বাংলাদেশের মধ্যে সম্পর্ক হাজার বছরের পুরনো। এ সম্পর্কের ভিত্তি পারস্পরিক শ্রদ্ধা ও বন্ধুত্ব। চীন সব সময় বাংলাদেশের সার্বভৌমত্ব ও আঞ্চলিক অখণ্ডতার প্রতি শ্রদ্ধাশীল।	[1030, 448, 1192, 490]
row-key: Tender Package No.	[541, 1435, 769, 1449]
row-value: Ministry of Shipping	[769, 1367, 1192, 1381]
